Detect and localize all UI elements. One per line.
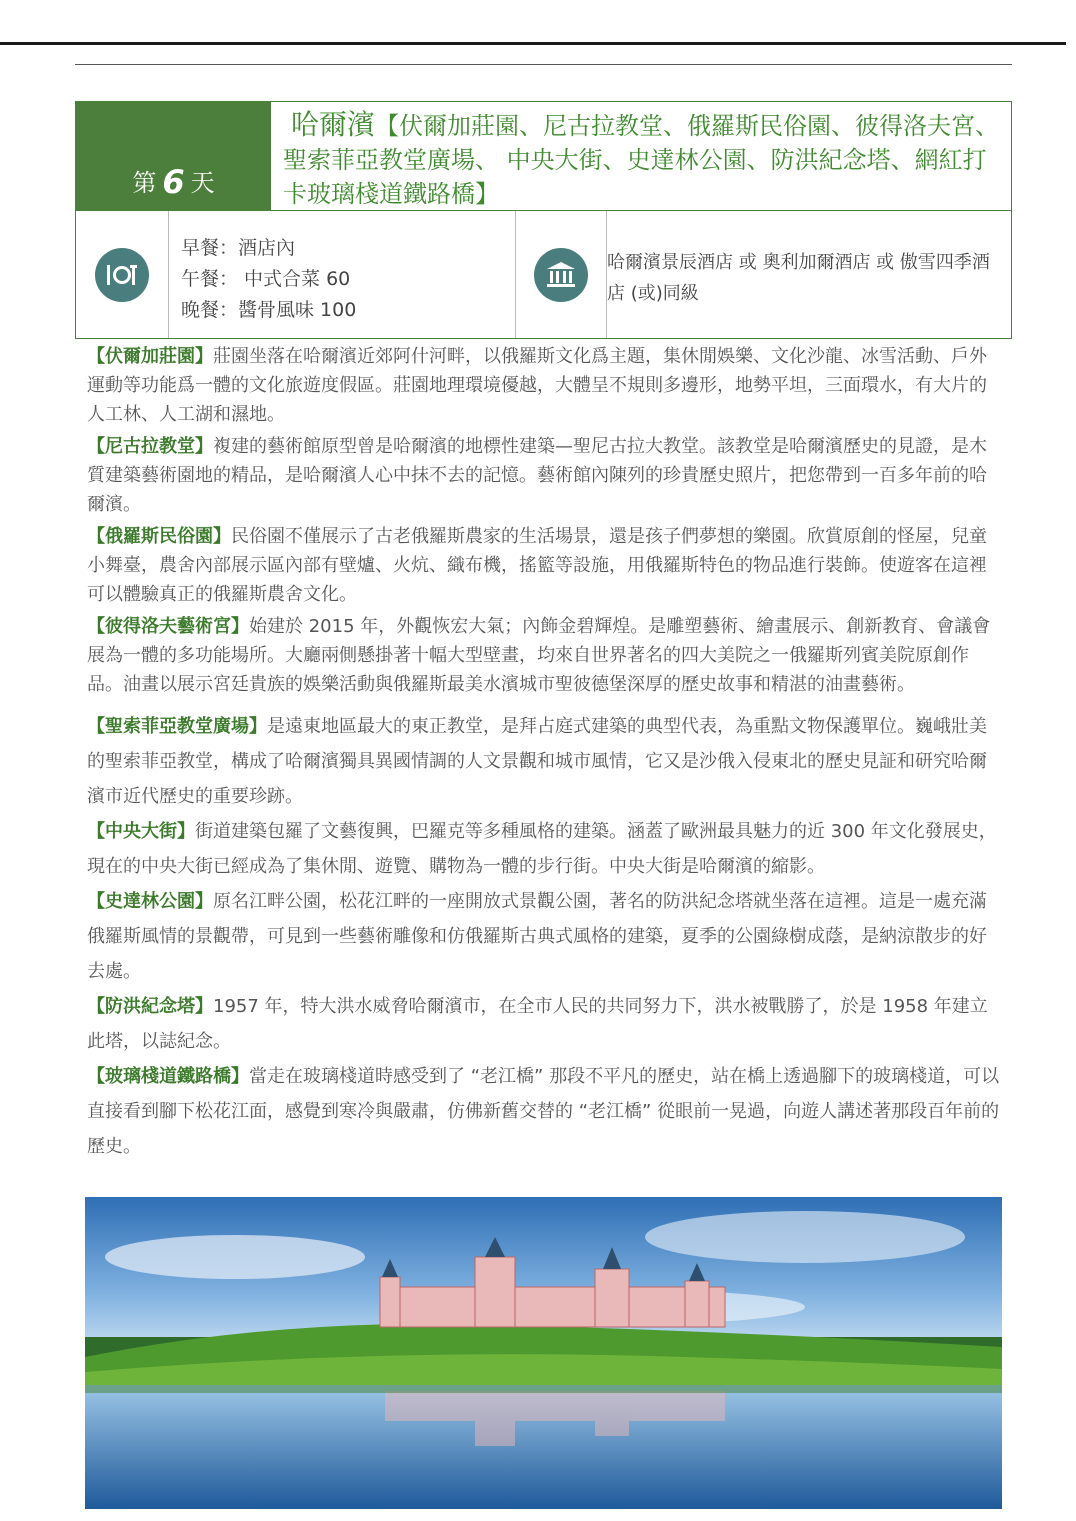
meal-hotel-row — [75, 211, 1012, 339]
section-text: 是遠東地區最大的東正教堂，是拜占庭式建築的典型代表，為重點文物保護單位。巍峨壯美的聖索菲亞教堂，構成了哈爾濱獨具異國情調的人文景觀和城市風情，它又是沙俄入侵東北的歷史見証和研究哈爾濱市近代歷史的重要珍跡。 — [87, 716, 987, 807]
day-header — [75, 101, 1012, 211]
section-text: 民俗園不僅展示了古老俄羅斯農家的生活場景，還是孩子們夢想的樂園。欣賞原創的怪屋，兒童小舞臺，農舍內部展示區內部有壁爐、火炕、織布機，搖籃等設施，用俄羅斯特色的物品進行裝飾。使遊客在這裡可以體驗真正的俄羅斯農舍文化。 — [87, 526, 987, 605]
section-tag: 【防洪紀念塔】 — [87, 996, 213, 1017]
section-glass-bridge — [87, 1059, 1003, 1164]
section-tag: 【史達林公園】 — [87, 891, 213, 912]
section-text: 1957 年，特大洪水威脅哈爾濱市，在全市人民的共同努力下，洪水被戰勝了，於是 1958 年建立此塔，以誌紀念。 — [87, 996, 988, 1052]
hotel-info: 哈爾濱景辰酒店 或 奧利加爾酒店 或 傲雪四季酒店 (或)同級 — [607, 252, 990, 304]
section-text: 街道建築包羅了文藝復興，巴羅克等多種風格的建築。涵蓋了歐洲最具魅力的近 300 年文化發展史，現在的中央大街已經成為了集休閒、遊覽、購物為一體的步行街。中央大街是哈爾濱的縮影。 — [87, 821, 997, 877]
section-tag: 【聖索菲亞教堂廣場】 — [87, 716, 267, 737]
day-title — [271, 102, 1011, 210]
section-tag: 【尼古拉教堂】 — [87, 436, 213, 457]
section-tag: 【玻璃棧道鐵路橋】 — [87, 1066, 249, 1087]
section-sofia-square — [87, 709, 1003, 814]
day-number: 6 — [162, 163, 185, 201]
day-badge — [76, 102, 271, 210]
section-central-street — [87, 814, 1003, 884]
section-tag: 【中央大街】 — [87, 821, 195, 842]
section-text: 複建的藝術館原型曾是哈爾濱的地標性建築—聖尼古拉大教堂。該教堂是哈爾濱歷史的見證，是木質建築藝術園地的精品，是哈爾濱人心中抹不去的記憶。藝術館內陳列的珍貴歷史照片，把您帶到一百多年前的哈爾濱。 — [87, 436, 987, 515]
city-name: 哈爾濱 — [291, 108, 376, 141]
section-text: 原名江畔公園，松花江畔的一座開放式景觀公園，著名的防洪紀念塔就坐落在這裡。這是一處充滿俄羅斯風情的景觀帶，可見到一些藝術雕像和仿俄羅斯古典式風格的建築，夏季的公園綠樹成蔭，是納涼散步的好去處。 — [87, 891, 987, 982]
section-russian-folk-park — [87, 522, 1003, 609]
section-nikolai-church — [87, 432, 1003, 519]
section-petrov-palace — [87, 612, 1003, 699]
day-suffix: 天 — [190, 169, 215, 197]
sight-descriptions — [87, 342, 1003, 1164]
restaurant-icon — [95, 248, 149, 302]
section-flood-tower — [87, 989, 1003, 1059]
volga-manor-photo — [85, 1197, 1002, 1509]
breakfast-text: 早餐：酒店內 — [181, 237, 296, 259]
lunch-text: 午餐： 中式合菜 60 — [181, 268, 351, 290]
section-tag: 【彼得洛夫藝術宮】 — [87, 616, 249, 637]
hotel-icon-cell — [516, 211, 607, 338]
header-divider — [75, 64, 1012, 65]
section-stalin-park — [87, 884, 1003, 989]
section-tag: 【伏爾加莊園】 — [87, 346, 213, 367]
meal-icon-cell — [76, 211, 169, 338]
meals-info — [169, 211, 516, 338]
section-text: 莊園坐落在哈爾濱近郊阿什河畔，以俄羅斯文化爲主題，集休閒娛樂、文化沙龍、冰雪活動、戶外運動等功能爲一體的文化旅遊度假區。莊園地理環境優越，大體呈不規則多邊形，地勢平坦，三面環水，有大片的人工林、人工湖和濕地。 — [87, 346, 987, 425]
section-text: 始建於 2015 年，外觀恢宏大氣；內飾金碧輝煌。是雕塑藝術、繪畫展示、創新教育、會議會展為一體的多功能場所。大廳兩側懸掛著十幅大型壁畫，均來自世界著名的四大美院之一俄羅斯列賓美院原創作品。油畫以展示宮廷貴族的娛樂活動與俄羅斯最美水濱城市聖彼德堡深厚的歷史故事和精湛的油畫藝術。 — [87, 616, 991, 695]
sights-list: 【伏爾加莊園、尼古拉教堂、俄羅斯民俗園、彼得洛夫宮、聖索菲亞教堂廣場、 中央大街、史達林公園、防洪紀念塔、網紅打卡玻璃棧道鐵路橋】 — [283, 112, 1000, 208]
day-prefix: 第 — [132, 169, 157, 197]
section-text: 當走在玻璃棧道時感受到了 “老江橋” 那段不平凡的歷史，站在橋上透過腳下的玻璃棧道，可以直接看到腳下松花江面，感覺到寒冷與嚴肅，仿佛新舊交替的 “老江橋” 從眼前一晃過，向遊人講述著那段百年前的歷史。 — [87, 1066, 1000, 1157]
dinner-text: 晚餐：醬骨風味 100 — [181, 299, 357, 321]
section-tag: 【俄羅斯民俗園】 — [87, 526, 231, 547]
section-volga-manor — [87, 342, 1003, 429]
top-divider — [0, 42, 1066, 45]
hotel-building-icon — [534, 248, 588, 302]
